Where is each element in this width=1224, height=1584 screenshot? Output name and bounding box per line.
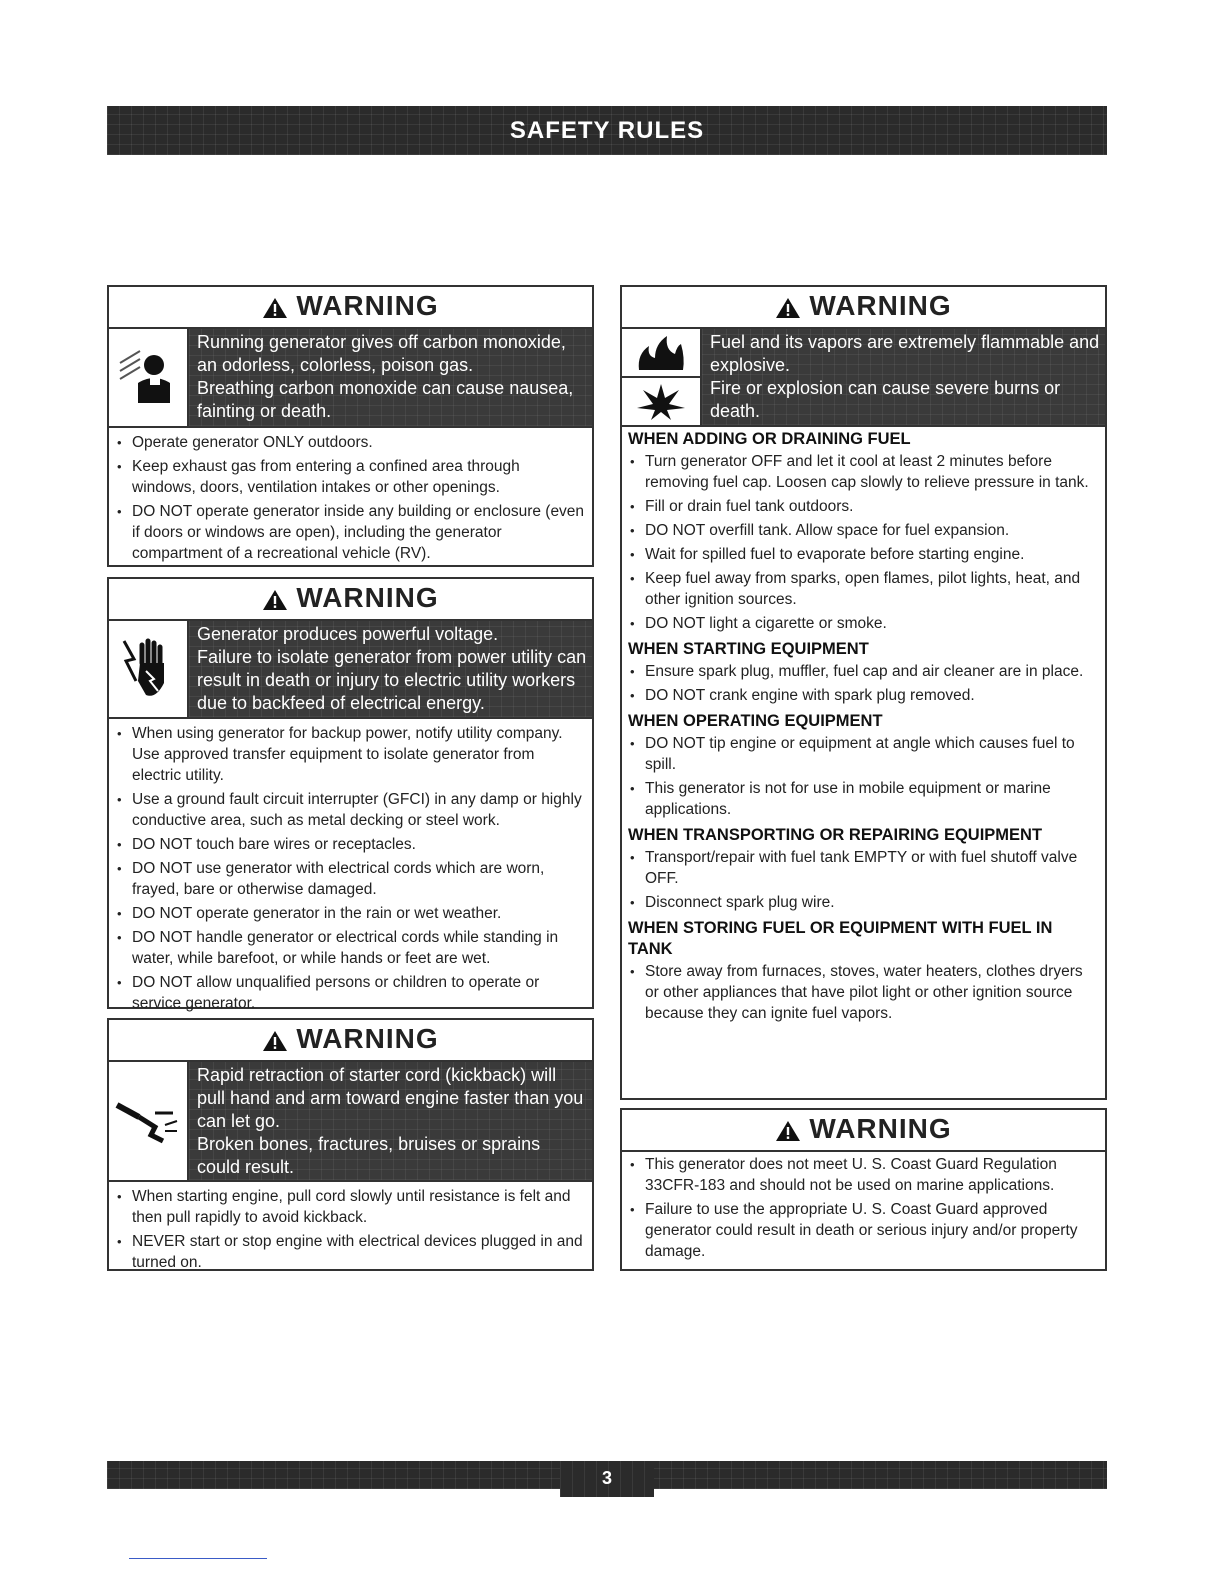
list-item: • This generator is not for use in mobile equipment or marine applications. — [630, 778, 1099, 820]
explosion-icon — [622, 378, 700, 425]
list-item: • This generator does not meet U. S. Coast Guard Regulation 33CFR-183 and should not be used on marine applications. — [630, 1154, 1099, 1196]
page-title: SAFETY RULES — [509, 117, 705, 144]
hazard-row — [109, 1062, 592, 1182]
bullet-list — [622, 960, 1105, 1024]
list-item: • Turn generator OFF and let it cool at least 2 minutes before removing fuel cap. Loosen cap slowly to relieve pressure in tank. — [630, 451, 1099, 493]
warning-heading: WARNING — [109, 287, 592, 329]
warning-triangle-icon — [775, 297, 801, 319]
electric-shock-hand-icon — [109, 621, 189, 717]
list-item: • DO NOT overfill tank. Allow space for fuel expansion. — [630, 520, 1099, 541]
bullet-list — [109, 719, 592, 1023]
warning-box-fuel — [620, 285, 1107, 1100]
list-item: • Fill or drain fuel tank outdoors. — [630, 496, 1099, 517]
list-item: • Transport/repair with fuel tank EMPTY or with fuel shutoff valve OFF. — [630, 847, 1099, 889]
flame-icon — [622, 329, 700, 378]
warning-triangle-icon — [262, 589, 288, 611]
warning-box-coast-guard — [620, 1108, 1107, 1271]
bullet-list — [109, 428, 592, 573]
list-item: • When using generator for backup power, notify utility company. Use approved transfer equipment to isolate generator from electric utility. — [117, 723, 586, 786]
list-item: • DO NOT tip engine or equipment at angle which causes fuel to spill. — [630, 733, 1099, 775]
hazard-row — [109, 329, 592, 428]
bullet-list — [109, 1182, 592, 1282]
list-item: • Store away from furnaces, stoves, water heaters, clothes dryers or other appliances that have pilot light or other ignition source because they can ignite fuel vapors. — [630, 961, 1099, 1024]
warning-box-electrical — [107, 577, 594, 1012]
hazard-row — [622, 329, 1105, 427]
header-bar — [107, 106, 1107, 155]
warning-heading: WARNING — [622, 287, 1105, 329]
list-item: • Keep exhaust gas from entering a confined area through windows, doors, ventilation intakes or other openings. — [117, 456, 586, 498]
bullet-list — [622, 660, 1105, 706]
list-item: • DO NOT light a cigarette or smoke. — [630, 613, 1099, 634]
list-item: • Ensure spark plug, muffler, fuel cap and air cleaner are in place. — [630, 661, 1099, 682]
list-item: • Disconnect spark plug wire. — [630, 892, 1099, 913]
list-item: • When starting engine, pull cord slowly until resistance is felt and then pull rapidly to avoid kickback. — [117, 1186, 586, 1228]
list-item: • Wait for spilled fuel to evaporate before starting engine. — [630, 544, 1099, 565]
section-heading: WHEN STORING FUEL OR EQUIPMENT WITH FUEL IN TANK — [628, 919, 1053, 958]
list-item: • Operate generator ONLY outdoors. — [117, 432, 586, 453]
list-item: • DO NOT crank engine with spark plug removed. — [630, 685, 1099, 706]
warning-heading: WARNING — [109, 1020, 592, 1062]
hazard-text: Running generator gives off carbon monoxide, an odorless, colorless, poison gas. Breathing carbon monoxide can cause nausea, fainting or death. — [189, 329, 592, 426]
hazard-text: Generator produces powerful voltage. Failure to isolate generator from power utility can result in death or injury to electric utility workers due to backfeed of electrical energy. — [189, 621, 592, 717]
bullet-list — [622, 846, 1105, 913]
section-heading: WHEN ADDING OR DRAINING FUEL — [628, 430, 911, 448]
hazard-row — [109, 621, 592, 719]
kickback-icon — [109, 1062, 189, 1180]
page-number: 3 — [560, 1461, 654, 1497]
warning-heading: WARNING — [109, 579, 592, 621]
section-heading: WHEN TRANSPORTING OR REPAIRING EQUIPMENT — [628, 826, 1043, 844]
warning-triangle-icon — [775, 1120, 801, 1142]
warning-heading: WARNING — [622, 1110, 1105, 1152]
footer-rule — [129, 1558, 267, 1559]
list-item: • Keep fuel away from sparks, open flames, pilot lights, heat, and other ignition sources. — [630, 568, 1099, 610]
list-item: • DO NOT use generator with electrical cords which are worn, frayed, bare or otherwise damaged. — [117, 858, 586, 900]
hazard-text: Fuel and its vapors are extremely flammable and explosive. Fire or explosion can cause severe burns or death. — [702, 329, 1105, 425]
warning-box-carbon-monoxide — [107, 285, 594, 567]
list-item: • DO NOT allow unqualified persons or children to operate or service generator. — [117, 972, 586, 1014]
section-heading: WHEN STARTING EQUIPMENT — [628, 640, 869, 658]
warning-triangle-icon — [262, 297, 288, 319]
warning-triangle-icon — [262, 1030, 288, 1052]
bullet-list — [622, 1152, 1105, 1271]
bullet-list — [622, 732, 1105, 820]
section-heading: WHEN OPERATING EQUIPMENT — [628, 712, 883, 730]
list-item: • DO NOT touch bare wires or receptacles. — [117, 834, 586, 855]
list-item: • Failure to use the appropriate U. S. Coast Guard approved generator could result in death or serious injury and/or property damage. — [630, 1199, 1099, 1262]
list-item: • DO NOT handle generator or electrical cords while standing in water, while barefoot, or while hands or feet are wet. — [117, 927, 586, 969]
warning-box-kickback — [107, 1018, 594, 1271]
bullet-list — [622, 450, 1105, 634]
list-item: • NEVER start or stop engine with electrical devices plugged in and turned on. — [117, 1231, 586, 1273]
exhaust-fumes-icon — [109, 329, 189, 426]
list-item: • Use a ground fault circuit interrupter (GFCI) in any damp or highly conductive area, such as metal decking or steel work. — [117, 789, 586, 831]
list-item: • DO NOT operate generator in the rain or wet weather. — [117, 903, 586, 924]
hazard-text: Rapid retraction of starter cord (kickback) will pull hand and arm toward engine faster than you can let go. Broken bones, fractures, bruises or sprains could result. — [189, 1062, 592, 1180]
list-item: • DO NOT operate generator inside any building or enclosure (even if doors or windows are open), including the generator compartment of a recreational vehicle (RV). — [117, 501, 586, 564]
